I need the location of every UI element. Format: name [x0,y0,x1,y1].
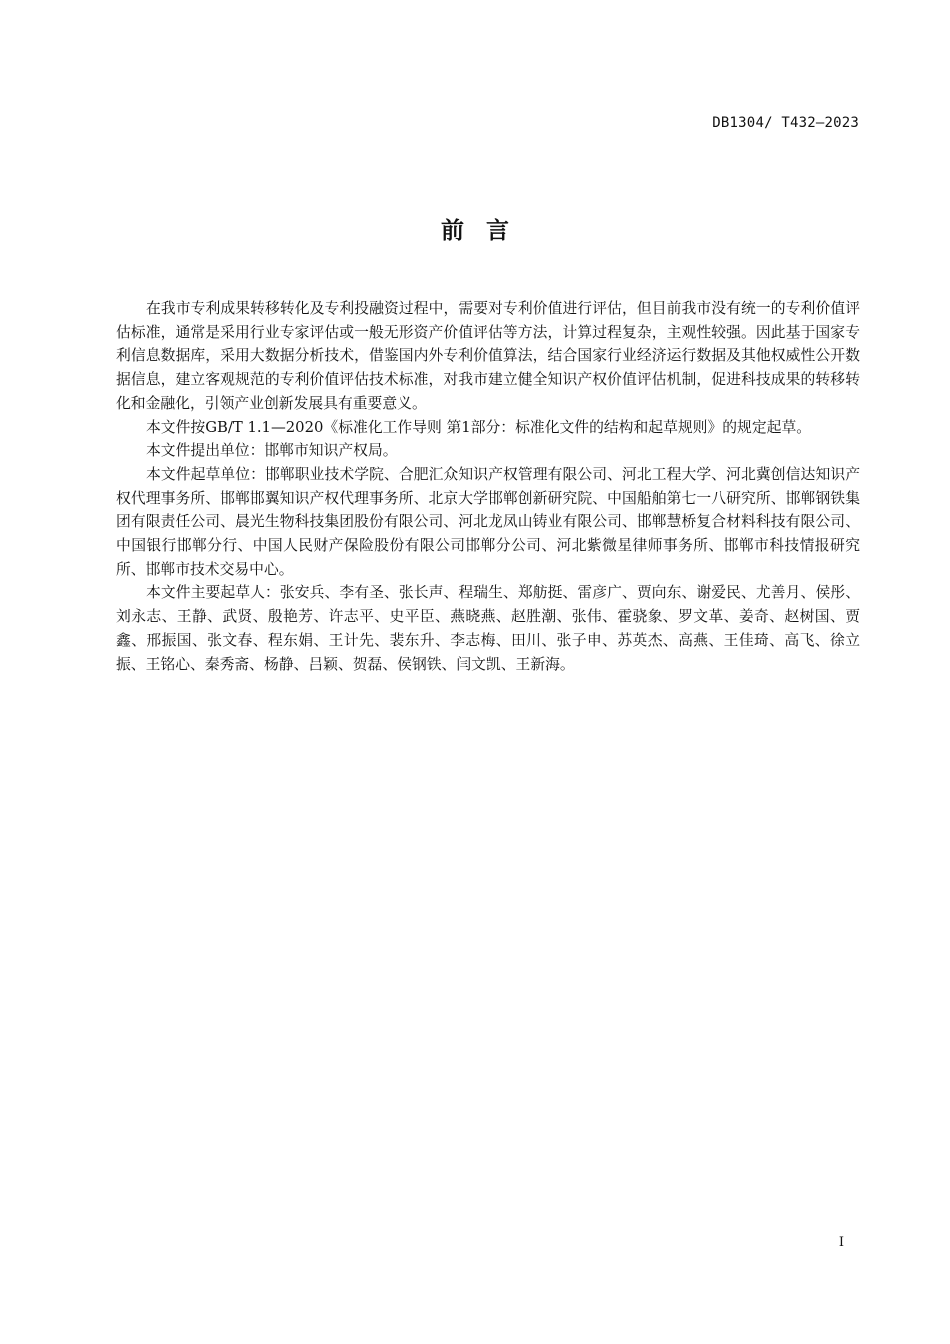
paragraph-proposer: 本文件提出单位：邯郸市知识产权局。 [146,442,398,460]
paragraph-drafters: 本文件主要起草人：张安兵、李有圣、张长声、程瑞生、郑舫挺、雷彦广、贾向东、谢爱民、尤善月、侯彤、刘永志、王静、武贤、殷艳芳、许志平、史平臣、燕晓燕、赵胜潮、张伟、霍骁象、罗文革、姜奇、赵树国、贾鑫、邢振国、张文春、程东娟、王计先、裴东升、李志梅、田川、张子申、苏英杰、高燕、王佳琦、高飞、徐立振、王铭心、秦秀斋、杨静、吕颖、贺磊、侯钢铁、闫文凯、王新海。 [116,584,860,673]
paragraph-drafting-rules: 本文件按GB/T 1.1—2020《标准化工作导则 第1部分：标准化文件的结构和起草规则》的规定起草。 [146,418,812,436]
paragraph-background: 在我市专利成果转移转化及专利投融资过程中，需要对专利价值进行评估，但目前我市没有统一的专利价值评估标准，通常是采用行业专家评估或一般无形资产价值评估等方法，计算过程复杂，主观性较强。因此基于国家专利信息数据库，采用大数据分析技术，借鉴国内外专利价值算法，结合国家行业经济运行数据及其他权威性公开数据信息，建立客观规范的专利价值评估技术标准，对我市建立健全知识产权价值评估机制，促进科技成果的转移转化和金融化，引领产业创新发展具有重要意义。 [116,300,860,412]
foreword-body [116,297,860,676]
page-number: I [838,1235,844,1250]
page-title: 前言 [441,218,531,244]
document-code: DB1304/ T432—2023 [712,115,859,131]
paragraph-drafting-units: 本文件起草单位：邯郸职业技术学院、合肥汇众知识产权管理有限公司、河北工程大学、河北冀创信达知识产权代理事务所、邯郸邯翼知识产权代理事务所、北京大学邯郸创新研究院、中国船舶第七一八研究所、邯郸钢铁集团有限责任公司、晨光生物科技集团股份有限公司、河北龙凤山铸业有限公司、邯郸慧桥复合材料科技有限公司、中国银行邯郸分行、中国人民财产保险股份有限公司邯郸分公司、河北紫微星律师事务所、邯郸市科技情报研究所、邯郸市技术交易中心。 [116,465,860,578]
